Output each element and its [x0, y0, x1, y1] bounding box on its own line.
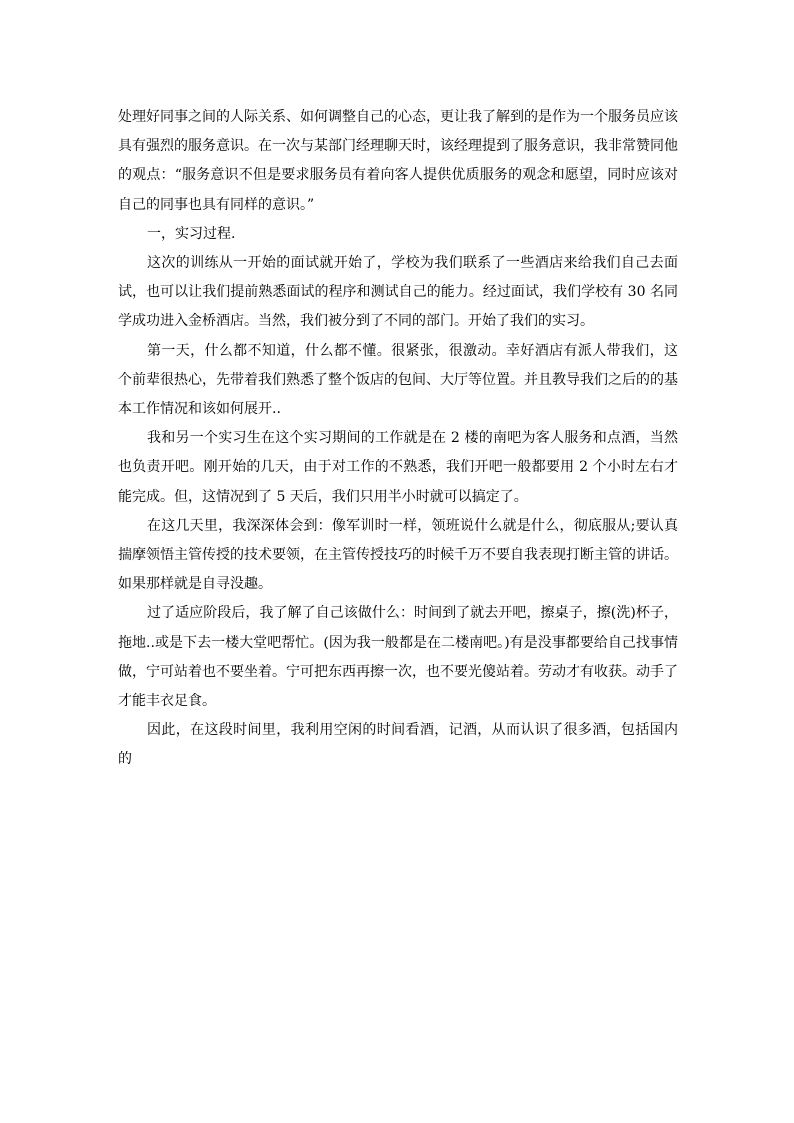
document-body	[118, 103, 678, 775]
paragraph-wine: 因此，在这段时间里，我利用空闲的时间看酒，记酒，从而认识了很多酒，包括国内的	[118, 722, 678, 768]
paragraph-interview: 这次的训练从一开始的面试就开始了，学校为我们联系了一些酒店来给我们自己去面试，也可以让我们提前熟悉面试的程序和测试自己的能力。经过面试，我们学校有 30 名同学成功进入金桥酒店。当然，我们被分到了不同的部门。开始了我们的实习。	[118, 255, 678, 330]
paragraph-lessons: 在这几天里，我深深体会到：像军训时一样，领班说什么就是什么，彻底服从;要认真揣摩领悟主管传授的技术要领，在主管传授技巧的时候千万不要自我表现打断主管的讲话。如果那样就是自寻没趣。	[118, 517, 678, 593]
paragraph-first-day: 第一天，什么都不知道，什么都不懂。很紧张，很激动。幸好酒店有派人带我们，这个前辈很热心，先带着我们熟悉了整个饭店的包间、大厅等位置。并且教导我们之后的的基本工作情况和该如何展开..	[118, 342, 678, 418]
paragraph-adaptation: 过了适应阶段后，我了解了自己该做什么：时间到了就去开吧，擦桌子，擦(洗)杯子，拖地..或是下去一楼大堂吧帮忙。(因为我一般都是在二楼南吧。)有是没事都要给自己找事情做，宁可站着也不要坐着。宁可把东西再擦一次，也不要光傻站着。劳动才有收获。动手了才能丰衣足食。	[118, 605, 678, 710]
paragraph-bar-work: 我和另一个实习生在这个实习期间的工作就是在 2 楼的南吧为客人服务和点酒，当然也负责开吧。刚开始的几天，由于对工作的不熟悉，我们开吧一般都要用 2 个小时左右才能完成。但，这情况到了 5 天后，我们只用半小时就可以搞定了。	[118, 430, 678, 505]
section-heading: 一，实习过程.	[147, 225, 236, 242]
paragraph-opening: 处理好同事之间的人际关系、如何调整自己的心态，更让我了解到的是作为一个服务员应该具有强烈的服务意识。在一次与某部门经理聊天时，该经理提到了服务意识，我非常赞同他的观点：“服务意识不但是要求服务员有着向客人提供优质服务的观念和愿望，同时应该对自己的同事也具有同样的意识。”	[118, 109, 678, 213]
